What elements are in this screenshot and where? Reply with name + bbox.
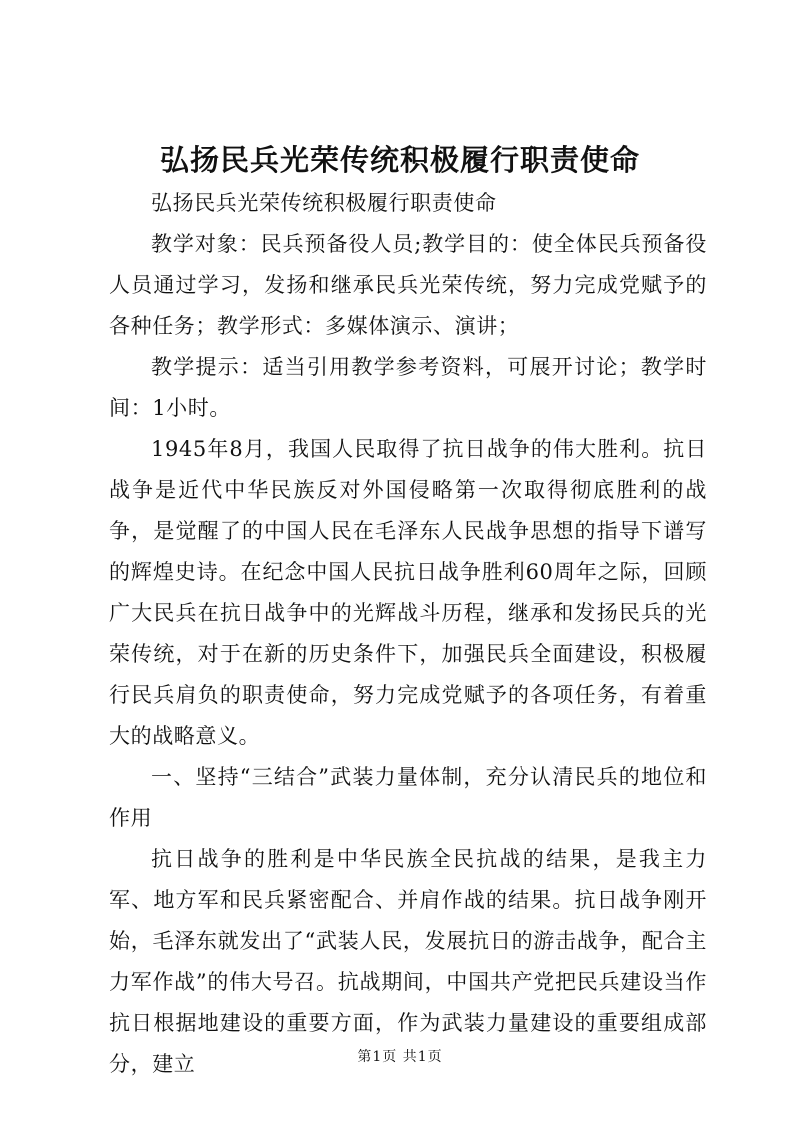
section-heading-1: 一、坚持“三结合”武装力量体制，充分认清民兵的地位和作用 bbox=[109, 765, 707, 830]
paragraph-history-intro: 1945年8月，我国人民取得了抗日战争的伟大胜利。抗日战争是近代中华民族反对外国侵略第一次取得彻底胜利的战争，是觉醒了的中国人民在毛泽东人民战争思想的指导下谱写的辉煌史诗。在纪念中国人民抗日战争胜利60周年之际，回顾广大民兵在抗日战争中的光辉战斗历程，继承和发扬民兵的光荣传统，对于在新的历史条件下，加强民兵全面建设，积极履行民兵肩负的职责使命，努力完成党赋予的各项任务，有着重大的战略意义。 bbox=[109, 437, 707, 748]
document-title: 弘扬民兵光荣传统积极履行职责使命 bbox=[159, 143, 640, 177]
page-number-footer: 第1页 共1页 bbox=[357, 1049, 443, 1065]
paragraph-teaching-target: 教学对象：民兵预备役人员;教学目的：使全体民兵预备役人员通过学习，发扬和继承民兵光荣传统，努力完成党赋予的各种任务；教学形式：多媒体演示、演讲； bbox=[109, 232, 707, 338]
paragraph-teaching-tips: 教学提示：适当引用教学参考资料，可展开讨论；教学时间：1小时。 bbox=[109, 355, 707, 420]
document-body bbox=[109, 183, 707, 1085]
paragraph-victory: 抗日战争的胜利是中华民族全民抗战的结果，是我主力军、地方军和民兵紧密配合、并肩作战的结果。抗日战争刚开始，毛泽东就发出了“武装人民，发展抗日的游击战争，配合主力军作战”的伟大号召。抗战期间，中国共产党把民兵建设当作抗日根据地建设的重要方面，作为武装力量建设的重要组成部分，建立 bbox=[109, 847, 707, 1076]
paragraph-subtitle: 弘扬民兵光荣传统积极履行职责使命 bbox=[151, 191, 497, 215]
